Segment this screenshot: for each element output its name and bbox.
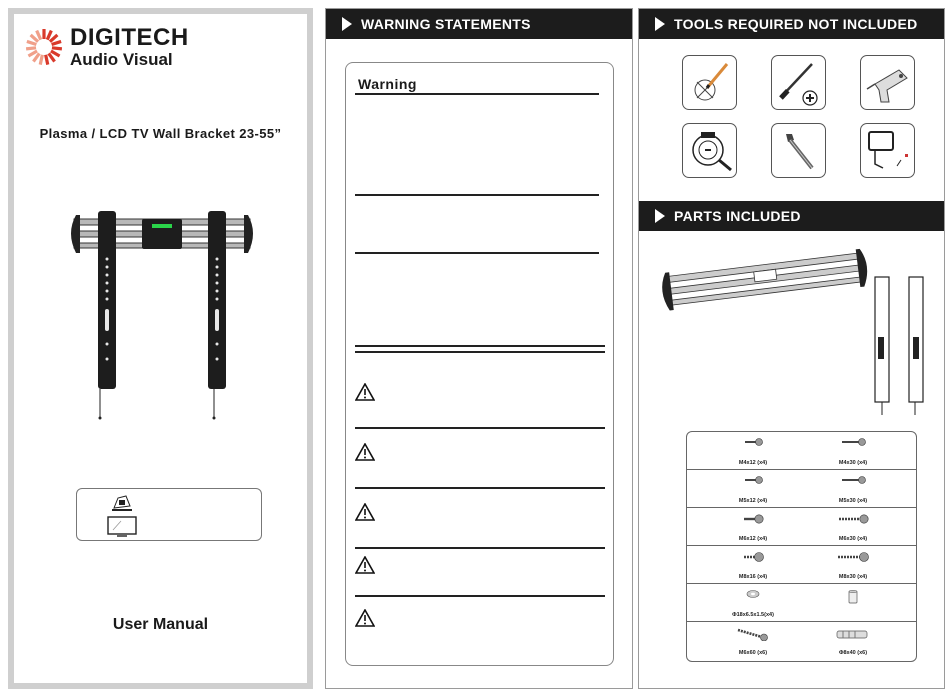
compatibility-icon-box [76, 488, 262, 541]
bracket-mount-icon [111, 492, 133, 512]
warning-panel [325, 8, 633, 689]
part-label: M4x30 (x4) [838, 460, 868, 466]
part-label: M8x30 (x4) [838, 574, 868, 580]
divider [355, 194, 599, 196]
tools-header-text: TOOLS REQUIRED NOT INCLUDED [674, 16, 918, 32]
brand-name: DIGITECH [70, 24, 189, 51]
product-title: Plasma / LCD TV Wall Bracket 23-55” [39, 126, 282, 141]
part-label: M6x12 (x4) [738, 536, 768, 542]
table-row [687, 470, 916, 508]
caution-triangle-icon [355, 609, 375, 627]
caution-triangle-icon [355, 556, 375, 574]
table-row [687, 432, 916, 470]
stud-finder-icon [860, 123, 915, 178]
part-item [703, 470, 803, 508]
part-label: M8x16 (x4) [738, 574, 768, 580]
wall-bracket-image [62, 209, 262, 424]
screw-icon [840, 475, 866, 485]
part-item [803, 546, 903, 584]
caution-triangle-icon [355, 383, 375, 401]
part-item [803, 584, 903, 622]
lag-bolt-icon [736, 627, 770, 641]
part-item [703, 546, 803, 584]
screwdriver-icon [771, 55, 826, 110]
caution-triangle-icon [355, 503, 375, 521]
caution-triangle-icon [355, 443, 375, 461]
wall-anchor-icon [835, 627, 871, 641]
brand-logo [24, 26, 189, 68]
divider [355, 351, 605, 353]
parts-bracket-image [657, 237, 937, 427]
tv-screen-icon [107, 516, 137, 538]
table-row [687, 622, 916, 660]
divider [355, 595, 605, 597]
screw-icon [742, 513, 764, 525]
part-label: M6x30 (x4) [838, 536, 868, 542]
part-label: M5x30 (x4) [838, 498, 868, 504]
tools-parts-panel [638, 8, 945, 689]
screw-icon [837, 513, 869, 525]
parts-header-text: PARTS INCLUDED [674, 208, 801, 224]
washer-icon [746, 589, 760, 599]
screw-icon [836, 551, 870, 563]
user-manual-label: User Manual [112, 616, 209, 633]
screw-icon [743, 437, 763, 447]
part-label: M4x12 (x4) [738, 460, 768, 466]
part-item [703, 508, 803, 546]
table-row [687, 584, 916, 622]
part-item [703, 432, 803, 470]
divider [355, 345, 605, 347]
part-item [703, 622, 803, 660]
spacer-icon [847, 589, 859, 605]
parts-header [639, 201, 944, 231]
pencil-icon [682, 55, 737, 110]
part-label: Φ8x40 (x6) [838, 650, 868, 656]
wrench-icon [771, 123, 826, 178]
part-item [803, 470, 903, 508]
part-label: Φ18x6.5x1.5(x4) [732, 612, 774, 618]
triangle-bullet-icon [655, 17, 665, 31]
warning-header-text: WARNING STATEMENTS [361, 16, 531, 32]
divider [355, 547, 605, 549]
part-item [703, 584, 803, 622]
divider [355, 487, 605, 489]
screw-icon [742, 551, 764, 563]
divider [355, 427, 605, 429]
divider [355, 252, 599, 254]
part-label: M5x12 (x4) [738, 498, 768, 504]
parts-table [686, 431, 917, 662]
triangle-bullet-icon [342, 17, 352, 31]
part-item [803, 622, 903, 660]
cover-panel [8, 8, 313, 689]
screw-icon [743, 475, 763, 485]
part-item [803, 432, 903, 470]
part-item [803, 508, 903, 546]
warning-box-title: Warning [358, 76, 417, 92]
part-label: M6x60 (x6) [738, 650, 768, 656]
table-row [687, 508, 916, 546]
brand-subtitle: Audio Visual [70, 50, 173, 69]
table-row [687, 546, 916, 584]
tape-measure-icon [682, 123, 737, 178]
screw-icon [840, 437, 866, 447]
warning-header [326, 9, 632, 39]
drill-icon [860, 55, 915, 110]
divider [355, 93, 599, 95]
logo-burst-icon [24, 27, 64, 67]
triangle-bullet-icon [655, 209, 665, 223]
warning-box [345, 62, 614, 666]
tools-header [639, 9, 944, 39]
